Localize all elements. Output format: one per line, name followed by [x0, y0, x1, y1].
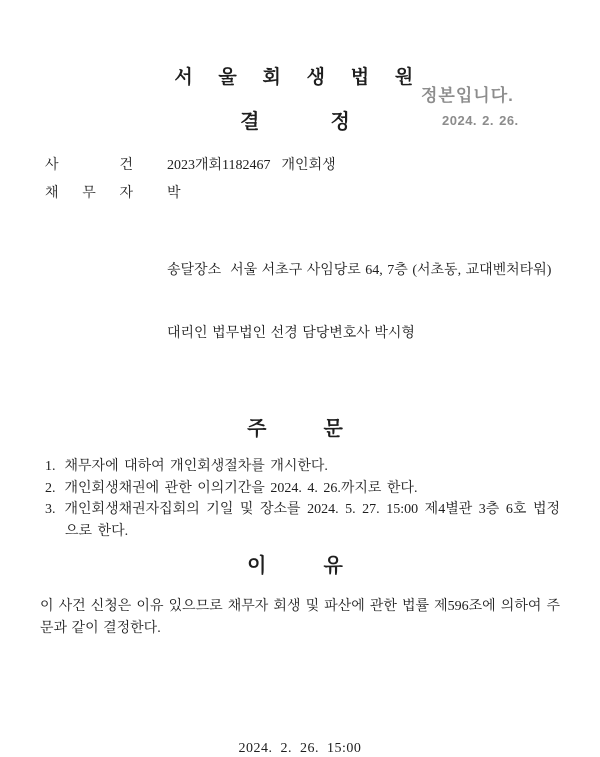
- debtor-name-value: 박: [167, 186, 181, 201]
- order-item-number: 1.: [45, 459, 56, 474]
- decision-datetime: 2024. 2. 26. 15:00: [238, 741, 362, 756]
- debtor-label: 채 무 자: [45, 186, 133, 201]
- order-item-text: 채무자에 대하여 개인회생절차를 개시한다.: [64, 459, 328, 474]
- reason-heading: 이 유: [247, 555, 343, 577]
- order-item-number: 2.: [45, 480, 56, 496]
- order-heading: 주 문: [247, 418, 343, 440]
- debtor-row: [40, 186, 560, 201]
- order-item-text: 개인회생채권에 관한 이의기간을 2024. 4. 26.까지로 한다.: [64, 480, 418, 496]
- order-list: [40, 456, 560, 542]
- reason-text: 이 사건 신청은 이유 있으므로 채무자 회생 및 파산에 관한 법률 제596조에 의하여 주문과 같이 결정한다.: [40, 599, 560, 636]
- service-address-line: 송달장소 서울 서초구 사임당로 64, 7층 (서초동, 교대벤처타워): [167, 263, 552, 278]
- document-title: 결 정: [240, 111, 350, 133]
- order-item-1: [45, 456, 560, 478]
- case-number-row: [40, 158, 560, 173]
- attorney-line: 대리인 법무법인 선경 담당변호사 박시형: [167, 326, 415, 341]
- certified-copy-stamp: [421, 86, 519, 128]
- case-info-section: [40, 158, 560, 386]
- court-name: 서 울 회 생 법 원: [174, 67, 414, 88]
- stamp-date: 2024. 2. 26.: [442, 113, 519, 128]
- stamp-text: 정본입니다.: [421, 86, 514, 105]
- case-number-label: 사 건: [45, 158, 133, 173]
- order-item-number: 3.: [45, 502, 56, 517]
- order-item-text: 개인회생채권자집회의 기일 및 장소를 2024. 5. 27. 15:00 제4별관 3층 6호 법정으로 한다.: [64, 502, 560, 539]
- order-item-3: [45, 499, 560, 542]
- debtor-details: [167, 218, 560, 386]
- case-number-value: 2023개회1182467 개인회생: [167, 158, 336, 173]
- order-item-2: [45, 478, 560, 500]
